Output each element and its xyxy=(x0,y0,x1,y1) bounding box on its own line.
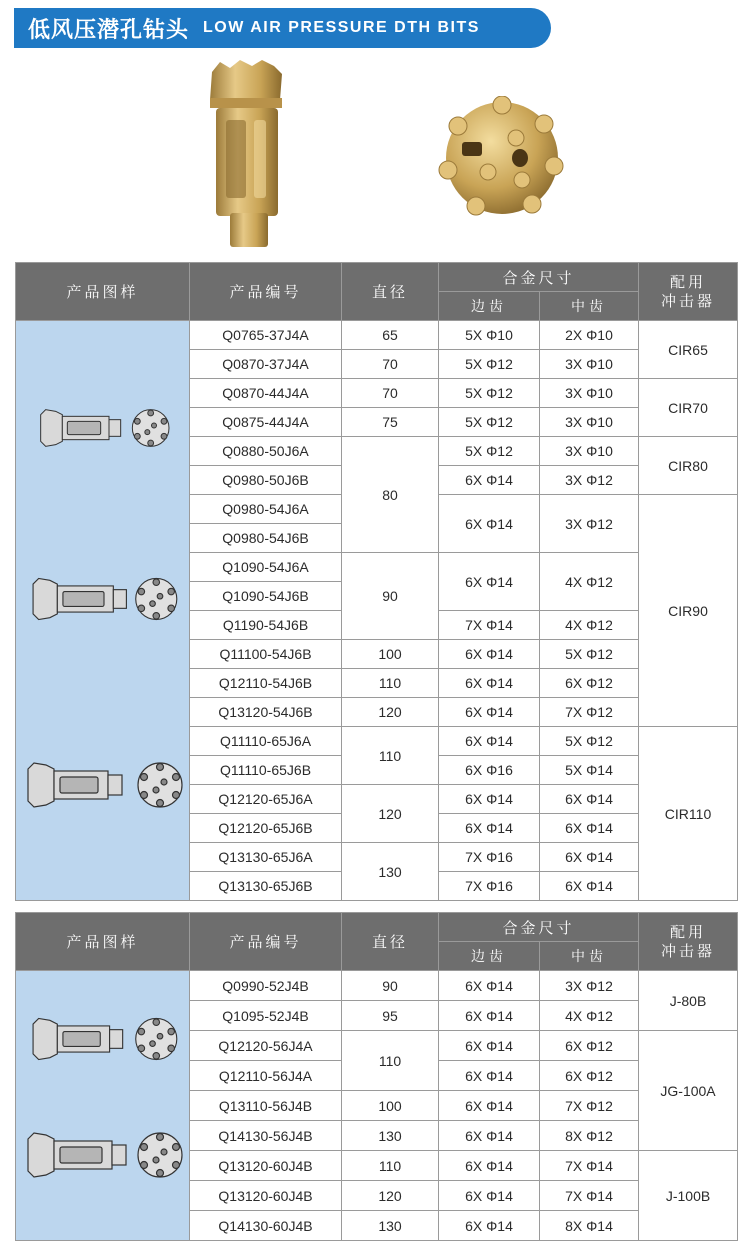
title-banner xyxy=(14,8,551,48)
gauge-cell: 6X Φ14 xyxy=(439,1001,540,1031)
diameter-cell: 120 xyxy=(342,1181,439,1211)
model-cell: Q0870-37J4A xyxy=(190,350,342,379)
col-header-model: 产品编号 xyxy=(190,913,342,971)
model-cell: Q0875-44J4A xyxy=(190,408,342,437)
diameter-cell: 70 xyxy=(342,350,439,379)
front-cell: 3X Φ10 xyxy=(540,437,639,466)
front-cell: 6X Φ14 xyxy=(540,814,639,843)
gauge-cell: 6X Φ14 xyxy=(439,1061,540,1091)
bit-spec-table-2 xyxy=(15,912,738,1241)
diameter-cell: 75 xyxy=(342,408,439,437)
model-cell: Q0870-44J4A xyxy=(190,379,342,408)
model-cell: Q13120-60J4B xyxy=(190,1151,342,1181)
gauge-cell: 6X Φ14 xyxy=(439,466,540,495)
col-header-diameter: 直径 xyxy=(342,263,439,321)
model-cell: Q13130-65J6B xyxy=(190,872,342,901)
hammer-header-line1: 配用 xyxy=(670,272,707,291)
front-cell: 6X Φ12 xyxy=(540,1031,639,1061)
gauge-cell: 5X Φ12 xyxy=(439,379,540,408)
model-cell: Q11110-65J6B xyxy=(190,756,342,785)
diameter-cell: 110 xyxy=(342,727,439,785)
col-header-gauge: 边齿 xyxy=(439,942,540,971)
model-cell: Q0980-54J6A xyxy=(190,495,342,524)
front-cell: 3X Φ12 xyxy=(540,466,639,495)
model-cell: Q14130-60J4B xyxy=(190,1211,342,1241)
model-cell: Q0980-54J6B xyxy=(190,524,342,553)
hammer-cell: JG-100A xyxy=(639,1031,738,1151)
model-cell: Q0765-37J4A xyxy=(190,321,342,350)
model-cell: Q1190-54J6B xyxy=(190,611,342,640)
diameter-cell: 110 xyxy=(342,1031,439,1091)
diameter-cell: 80 xyxy=(342,437,439,553)
front-cell: 3X Φ12 xyxy=(540,495,639,553)
gauge-cell: 6X Φ14 xyxy=(439,785,540,814)
front-cell: 2X Φ10 xyxy=(540,321,639,350)
gauge-cell: 6X Φ14 xyxy=(439,1091,540,1121)
diameter-cell: 120 xyxy=(342,785,439,843)
gauge-cell: 6X Φ14 xyxy=(439,669,540,698)
diameter-cell: 110 xyxy=(342,1151,439,1181)
diameter-cell: 100 xyxy=(342,640,439,669)
gauge-cell: 6X Φ14 xyxy=(439,1121,540,1151)
bit-spec-table-1 xyxy=(15,262,738,901)
bit-drawing-small xyxy=(24,403,184,453)
gauge-cell: 6X Φ16 xyxy=(439,756,540,785)
front-cell: 7X Φ12 xyxy=(540,1091,639,1121)
model-cell: Q12120-65J6B xyxy=(190,814,342,843)
hammer-header-line1: 配用 xyxy=(670,922,707,941)
table-2-body xyxy=(16,971,738,1241)
front-cell: 4X Φ12 xyxy=(540,553,639,611)
gauge-cell: 6X Φ14 xyxy=(439,698,540,727)
col-header-image: 产品图样 xyxy=(16,913,190,971)
col-header-model: 产品编号 xyxy=(190,263,342,321)
model-cell: Q0980-50J6B xyxy=(190,466,342,495)
col-header-diameter: 直径 xyxy=(342,913,439,971)
col-header-front: 中齿 xyxy=(540,942,639,971)
diameter-cell: 70 xyxy=(342,379,439,408)
gauge-cell: 6X Φ14 xyxy=(439,495,540,553)
hammer-cell: CIR90 xyxy=(639,495,738,727)
front-cell: 3X Φ10 xyxy=(540,408,639,437)
model-cell: Q0880-50J6A xyxy=(190,437,342,466)
hammer-header-line2: 冲击器 xyxy=(661,291,716,310)
model-cell: Q12120-65J6A xyxy=(190,785,342,814)
model-cell: Q14130-56J4B xyxy=(190,1121,342,1151)
diameter-cell: 110 xyxy=(342,669,439,698)
model-cell: Q13120-54J6B xyxy=(190,698,342,727)
front-cell: 4X Φ12 xyxy=(540,611,639,640)
gauge-cell: 6X Φ14 xyxy=(439,971,540,1001)
bit-drawing-top xyxy=(24,1011,184,1067)
front-cell: 6X Φ12 xyxy=(540,1061,639,1091)
diameter-cell: 90 xyxy=(342,971,439,1001)
front-cell: 6X Φ14 xyxy=(540,843,639,872)
model-cell: Q13120-60J4B xyxy=(190,1181,342,1211)
model-cell: Q0990-52J4B xyxy=(190,971,342,1001)
hammer-cell: J-80B xyxy=(639,971,738,1031)
front-cell: 7X Φ14 xyxy=(540,1181,639,1211)
page-title-zh: 低风压潜孔钻头 xyxy=(28,17,190,43)
col-header-alloy: 合金尺寸 xyxy=(439,263,639,292)
gauge-cell: 6X Φ14 xyxy=(439,1151,540,1181)
front-cell: 8X Φ14 xyxy=(540,1211,639,1241)
model-cell: Q11110-65J6A xyxy=(190,727,342,756)
front-cell: 5X Φ14 xyxy=(540,756,639,785)
gauge-cell: 6X Φ14 xyxy=(439,1181,540,1211)
gauge-cell: 7X Φ16 xyxy=(439,872,540,901)
hammer-cell: CIR110 xyxy=(639,727,738,901)
front-cell: 7X Φ12 xyxy=(540,698,639,727)
diameter-cell: 130 xyxy=(342,1211,439,1241)
front-cell: 5X Φ12 xyxy=(540,727,639,756)
bit-drawing-large xyxy=(24,755,184,815)
model-cell: Q12110-56J4A xyxy=(190,1061,342,1091)
front-cell: 5X Φ12 xyxy=(540,640,639,669)
col-header-hammer xyxy=(639,913,738,971)
model-cell: Q12120-56J4A xyxy=(190,1031,342,1061)
hammer-cell: CIR70 xyxy=(639,379,738,437)
front-cell: 3X Φ10 xyxy=(540,350,639,379)
gauge-cell: 6X Φ14 xyxy=(439,1031,540,1061)
hammer-cell: CIR80 xyxy=(639,437,738,495)
model-cell: Q1095-52J4B xyxy=(190,1001,342,1031)
gauge-cell: 7X Φ16 xyxy=(439,843,540,872)
diameter-cell: 95 xyxy=(342,1001,439,1031)
gauge-cell: 6X Φ14 xyxy=(439,814,540,843)
gauge-cell: 7X Φ14 xyxy=(439,611,540,640)
gauge-cell: 6X Φ14 xyxy=(439,640,540,669)
hammer-header-line2: 冲击器 xyxy=(661,941,716,960)
bit-drawings-cell xyxy=(16,321,190,901)
gauge-cell: 5X Φ10 xyxy=(439,321,540,350)
model-cell: Q1090-54J6B xyxy=(190,582,342,611)
page-title-en: LOW AIR PRESSURE DTH BITS xyxy=(203,19,480,36)
diameter-cell: 100 xyxy=(342,1091,439,1121)
diameter-cell: 90 xyxy=(342,553,439,640)
hammer-cell: J-100B xyxy=(639,1151,738,1241)
gauge-cell: 6X Φ14 xyxy=(439,727,540,756)
gauge-cell: 5X Φ12 xyxy=(439,408,540,437)
col-header-alloy: 合金尺寸 xyxy=(439,913,639,942)
front-cell: 4X Φ12 xyxy=(540,1001,639,1031)
gauge-cell: 5X Φ12 xyxy=(439,350,540,379)
col-header-hammer xyxy=(639,263,738,321)
gauge-cell: 6X Φ14 xyxy=(439,1211,540,1241)
front-cell: 6X Φ14 xyxy=(540,785,639,814)
col-header-gauge: 边齿 xyxy=(439,292,540,321)
diameter-cell: 130 xyxy=(342,843,439,901)
gauge-cell: 5X Φ12 xyxy=(439,437,540,466)
bit-drawing-bottom xyxy=(24,1125,184,1185)
bit-side-photo xyxy=(200,58,290,253)
gauge-cell: 6X Φ14 xyxy=(439,553,540,611)
model-cell: Q11100-54J6B xyxy=(190,640,342,669)
diameter-cell: 120 xyxy=(342,698,439,727)
col-header-image: 产品图样 xyxy=(16,263,190,321)
model-cell: Q13130-65J6A xyxy=(190,843,342,872)
col-header-front: 中齿 xyxy=(540,292,639,321)
hammer-cell: CIR65 xyxy=(639,321,738,379)
bit-face-photo xyxy=(436,96,568,218)
front-cell: 6X Φ12 xyxy=(540,669,639,698)
diameter-cell: 130 xyxy=(342,1121,439,1151)
model-cell: Q12110-54J6B xyxy=(190,669,342,698)
diameter-cell: 65 xyxy=(342,321,439,350)
model-cell: Q1090-54J6A xyxy=(190,553,342,582)
front-cell: 3X Φ10 xyxy=(540,379,639,408)
front-cell: 7X Φ14 xyxy=(540,1151,639,1181)
model-cell: Q13110-56J4B xyxy=(190,1091,342,1121)
table-1-body xyxy=(16,321,738,901)
front-cell: 6X Φ14 xyxy=(540,872,639,901)
front-cell: 3X Φ12 xyxy=(540,971,639,1001)
bit-drawing-medium xyxy=(24,571,184,627)
front-cell: 8X Φ12 xyxy=(540,1121,639,1151)
bit-drawings-cell xyxy=(16,971,190,1241)
